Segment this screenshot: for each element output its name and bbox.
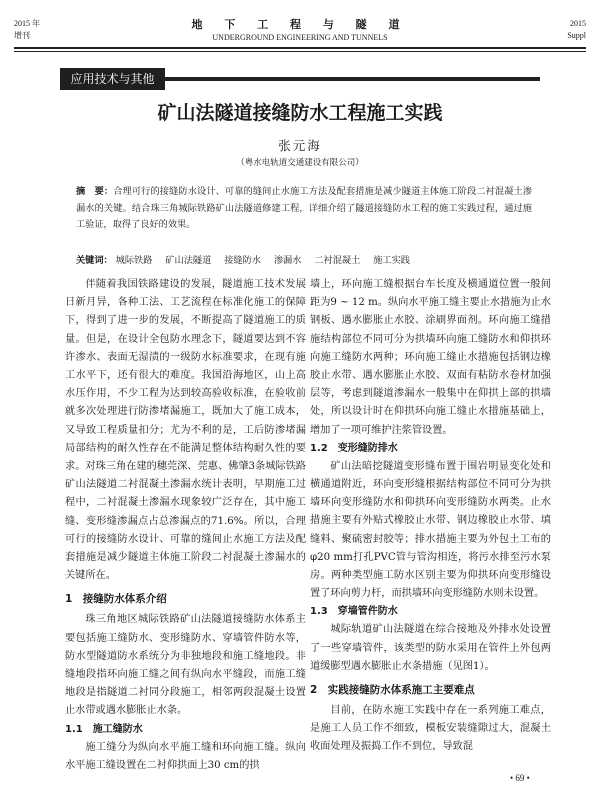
header-right bbox=[567, 18, 586, 42]
section-1-3-paragraph: 城际轨道矿山法隧道在综合接地及外排水处设置了一些穿墙管件，该类型的防水采用在管件上外包两道缓膨型遇水膨胀止水条措施（见图1）。 bbox=[310, 624, 551, 672]
abstract bbox=[76, 184, 532, 234]
article-title: 矿山法隧道接缝防水工程施工实践 bbox=[157, 102, 443, 124]
header-year-right: 2015 bbox=[570, 19, 586, 28]
section-2-paragraph: 目前，在防水施工实践中存在一系列施工难点，是施工人员工作不细致，模板安装缝隙过大，混凝土收面处理及振捣工作不到位，导致混 bbox=[310, 705, 551, 753]
section-1-2-paragraph: 矿山法暗挖隧道变形缝布置于围岩明显变化处和横通道附近，环向变形缝根据结构部位不同可分为拱墙环向变形缝防水和仰拱环向变形缝防水两类。止水措施主要有外贴式橡胶止水带、钢边橡胶止水带、填缝料、聚硫密封胶等；排水措施主要为外包土工布的φ20 mm打孔PVC管与管沟相连，将污水排至污水泵房。两种类型施工防水区别主要为仰拱环向变形缝设置了环向剪力杆，而拱墙环向变形缝防水则未设置。 bbox=[310, 460, 551, 600]
header-rule-thin bbox=[14, 51, 586, 52]
page-number: • 69 • bbox=[510, 773, 530, 783]
journal-title-cn: 地 下 工 程 与 隧 道 bbox=[191, 18, 409, 31]
body-column-right bbox=[310, 276, 551, 757]
section-1-paragraph: 珠三角地区城际铁路矿山法隧道接缝防水体系主要包括施工缝防水、变形缝防水、穿墙管件防水等，防水型隧道防水系统分为非独地段和施工缝地段。非缝地段指环向施工缝之间有纵向水平缝段，而施工缝地段是指隧道二衬同分段施工，相邻两段混凝土设置止水带或遇水膨胀止水条。 bbox=[65, 614, 306, 717]
header-journal bbox=[0, 16, 600, 42]
section-1-2-heading: 1.2 变形缝防排水 bbox=[310, 442, 398, 454]
keyword: 接缝防水 bbox=[224, 255, 261, 266]
keywords bbox=[76, 253, 532, 270]
section-1-1-continued: 墙上，环向施工缝根据台车长度及横通道位置一般间距为9 ~ 12 m。纵向水平施工缝主要止水措施为止水钢板、遇水膨胀止水胶、涂刷界面剂。环向施工缝措施结构部位不同可分为拱墙环向施工缝防水和仰拱环向施工缝防水两种；环向施工缝止水措施包括钢边橡胶止水带、遇水膨胀止水胶、双面有粘防水卷材加强层等，考虑到隧道渗漏水一般集中在仰拱上部的拱墙处，所以设计时在仰拱环向施工缝止水措施基础上，增加了一项可维护注浆管设置。 bbox=[310, 279, 551, 436]
keyword: 施工实践 bbox=[373, 255, 410, 266]
column-tag-bar bbox=[165, 77, 540, 81]
keyword: 二衬混凝土 bbox=[314, 255, 361, 266]
keyword: 矿山法隧道 bbox=[165, 255, 212, 266]
section-1-1-paragraph: 施工缝分为纵向水平施工缝和环向施工缝。纵向水平施工缝设置在二衬仰拱面上30 cm的拱 bbox=[65, 741, 306, 771]
journal-title-en: UNDERGROUND ENGINEERING AND TUNNELS bbox=[212, 33, 388, 42]
section-1-heading: 1 接缝防水体系介绍 bbox=[65, 593, 167, 606]
author-affiliation: （粤水电轨道交通建设有限公司） bbox=[236, 158, 364, 168]
section-1-3-heading: 1.3 穿墙管件防水 bbox=[310, 606, 398, 618]
header-year-left: 2015 年 bbox=[14, 19, 40, 28]
intro-paragraph: 伴随着我国铁路建设的发展，隧道施工技术发展日新月异，各种工法、工艺流程在标准化施工的保障下，得到了进一步的发展，不断提高了隧道施工的质量。但是，在设计全包防水理念下，隧道要达到不容许渗水、表面无湿渍的一级防水标准要求，在现有施工水平下，还有很大的难度。我国沿海地区，山上高水压作用，不少工程为达到较高验收标准，在验收前就多次处理进行防渗堵漏施工，既加大了施工成本，又导致工程质量扣分；尤为不利的是，工后防渗堵漏局部结构的耐久性存在不能满足整体结构耐久性的要求。对珠三角在建的穗莞深、莞惠、佛肇3条城际铁路矿山法隧道二衬混凝土渗漏水统计表明，早期施工过程中，二衬混凝土渗漏水现象较广泛存在，其中施工缝、变形缝渗漏点占总渗漏点的71.6%。所以，合理可行的接缝防水设计、可靠的缝间止水施工方法及配套措施是减少隧道主体施工阶段二衬混凝土渗漏水的关键所在。 bbox=[65, 279, 306, 582]
keyword: 城际铁路 bbox=[115, 255, 153, 266]
abstract-text: 合理可行的接缝防水设计、可靠的缝间止水施工方法及配套措施是减少隧道主体施工阶段二衬混凝土渗漏水的关键。结合珠三角城际铁路矿山法隧道修建工程，详细介绍了隧道接缝防水工程的施工实践过程，通过施工验证，取得了良好的效果。 bbox=[76, 186, 532, 230]
abstract-label: 摘 要： bbox=[76, 186, 114, 197]
header-supplement-left: 增刊 bbox=[14, 31, 30, 40]
keyword: 渗漏水 bbox=[273, 255, 302, 266]
keywords-label: 关键词： bbox=[76, 255, 113, 266]
column-tag: 应用技术与其他 bbox=[60, 68, 165, 90]
section-1-1-heading: 1.1 施工缝防水 bbox=[65, 723, 143, 735]
body-column-left bbox=[65, 276, 306, 775]
header-supplement-right: Suppl bbox=[567, 31, 586, 40]
header-rule-thick bbox=[14, 47, 586, 49]
section-2-heading: 2 实践接缝防水体系施工主要难点 bbox=[310, 684, 475, 697]
article-author: 张元海 bbox=[278, 138, 322, 153]
